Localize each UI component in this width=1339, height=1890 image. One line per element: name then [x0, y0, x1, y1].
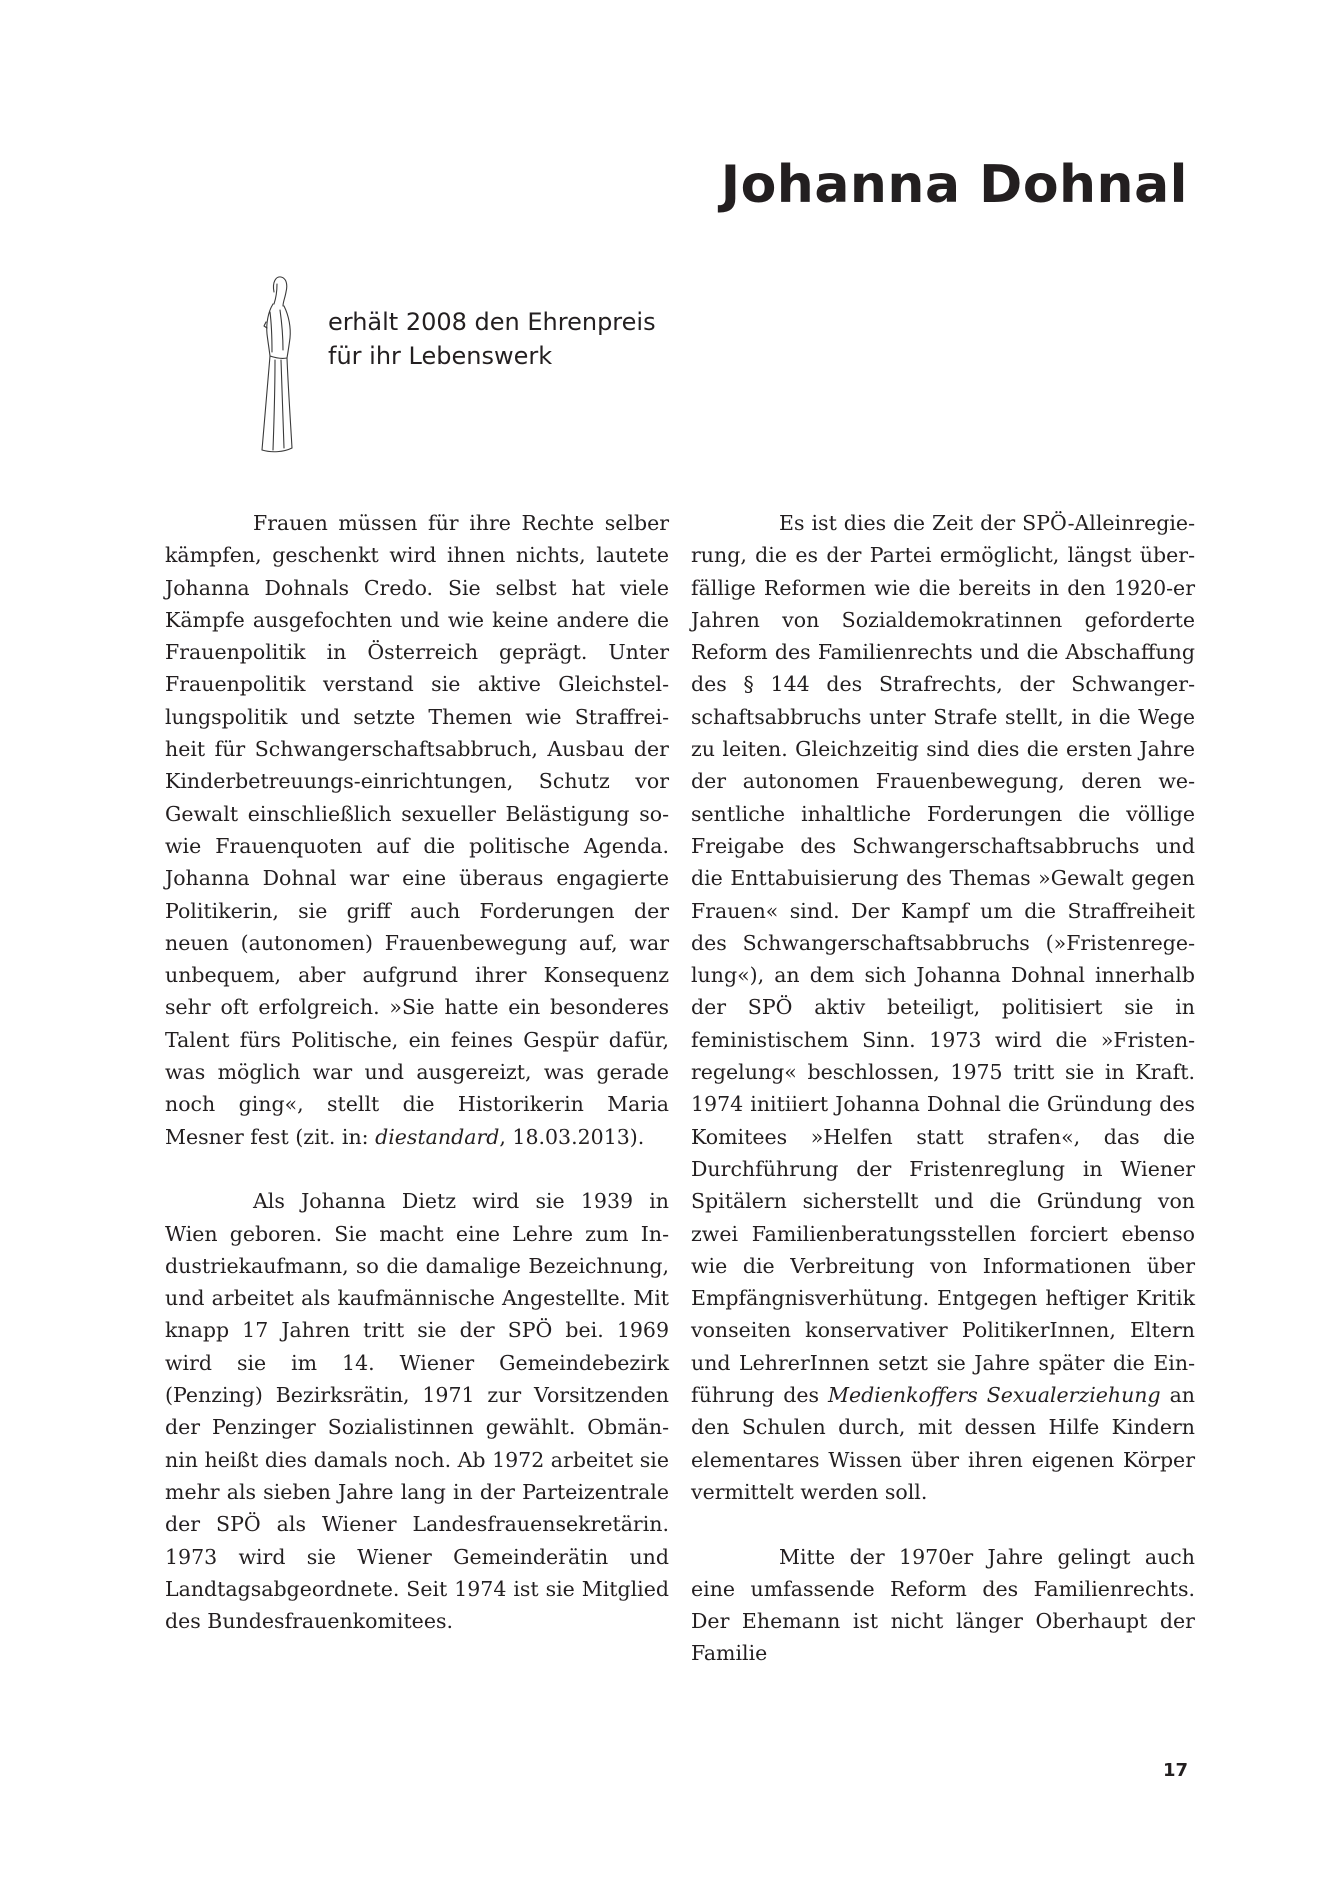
subtitle-line-2: für ihr Lebenswerk [328, 342, 553, 370]
paragraph: Als Johanna Dietz wird sie 1939 in Wien geboren. Sie macht eine Lehre zum Industriekaufmann, so die damalige Bezeichnung, und arbeitet als kaufmännische Angestellte. Mit knapp 17 Jahren tritt sie der SPÖ bei. 1969 wird sie im 14. Wiener Gemeindebezirk (Penzing) Bezirksrätin, 1971 zur Vorsitzenden der Penzinger Sozialistinnen gewählt. Obmännin heißt dies damals noch. Ab 1972 arbeitet sie mehr als sieben Jahre lang in der Parteizentrale der SPÖ als Wiener Landesfrauensekretärin. 1973 wird sie Wiener Gemeinderätin und Landtagsabgeordnete. Seit 1974 ist sie Mitglied des Bundesfrauenkomitees. [165, 1189, 669, 1634]
subtitle [328, 305, 656, 373]
left-column [165, 507, 669, 1637]
paragraph: Es ist dies die Zeit der SPÖ-Alleinregierung, die es der Partei ermöglicht, längst überfällige Reformen wie die bereits in den 1920-er Jahren von Sozialdemokratinnen geforderte Reform des Familienrechts und die Abschaffung des § 144 des Strafrechts, der Schwangerschaftsabbruchs unter Strafe stellt, in die Wege zu leiten. Gleichzeitig sind dies die ersten Jahre der autonomen Frauenbewegung, deren wesentliche inhaltliche Forderungen die völlige Freigabe des Schwangerschaftsabbruchs und die Enttabuisierung des Themas »Gewalt gegen Frauen« sind. Der Kampf um die Straffreiheit des Schwangerschaftsabbruchs (»Fristenregelung«), an dem sich Johanna Dohnal innerhalb der SPÖ aktiv beteiligt, politisiert sie in feministischem Sinn. 1973 wird die »Fristenregelung« beschlossen, 1975 tritt sie in Kraft. 1974 initiiert Johanna Dohnal die Gründung des Komitees »Helfen statt strafen«, das die Durchführung der Fristenreglung in Wiener Spitälern sicherstellt und die Gründung von zwei Familienberatungsstellen forciert ebenso wie die Verbreitung von Informationen über Empfängnisverhütung. Entgegen heftiger Kritik vonseiten konservativer PolitikerInnen, Eltern und LehrerInnen setzt sie Jahre später die Einführung des Medienkoffers Sexualerziehung an den Schulen durch, mit dessen Hilfe Kindern elementares Wissen über ihren eigenen Körper vermittelt werden soll. [691, 511, 1195, 1504]
paragraph: Frauen müssen für ihre Rechte selber kämpfen, geschenkt wird ihnen nichts, lautete Johanna Dohnals Credo. Sie selbst hat viele Kämpfe ausgefochten und wie keine andere die Frauenpolitik in Österreich geprägt. Unter Frauenpolitik verstand sie aktive Gleichstellungspolitik und setzte Themen wie Straffreiheit für Schwangerschaftsabbruch, Ausbau der Kinderbetreuungs-einrichtungen, Schutz vor Gewalt einschließlich sexueller Belästigung sowie Frauenquoten auf die politische Agenda. Johanna Dohnal war eine überaus engagierte Politikerin, sie griff auch Forderungen der neuen (autonomen) Frauenbewegung auf, war unbequem, aber aufgrund ihrer Konsequenz sehr oft erfolgreich. »Sie hatte ein besonderes Talent fürs Politische, ein feines Gespür dafür, was möglich war und ausgereizt, was gerade noch ging«, stellt die Historikerin Maria Mesner fest (zit. in: diestandard, 18.03.2013). [165, 511, 669, 1149]
page-title: Johanna Dohnal [720, 155, 1188, 215]
page-number: 17 [1162, 1760, 1188, 1781]
right-column [691, 507, 1195, 1670]
subtitle-line-1: erhält 2008 den Ehrenpreis [328, 308, 656, 336]
paragraph: Mitte der 1970er Jahre gelingt auch eine umfassende Reform des Familienrechts. Der Ehemann ist nicht länger Oberhaupt der Familie [691, 1544, 1195, 1666]
standing-woman-sketch-icon [250, 272, 300, 462]
